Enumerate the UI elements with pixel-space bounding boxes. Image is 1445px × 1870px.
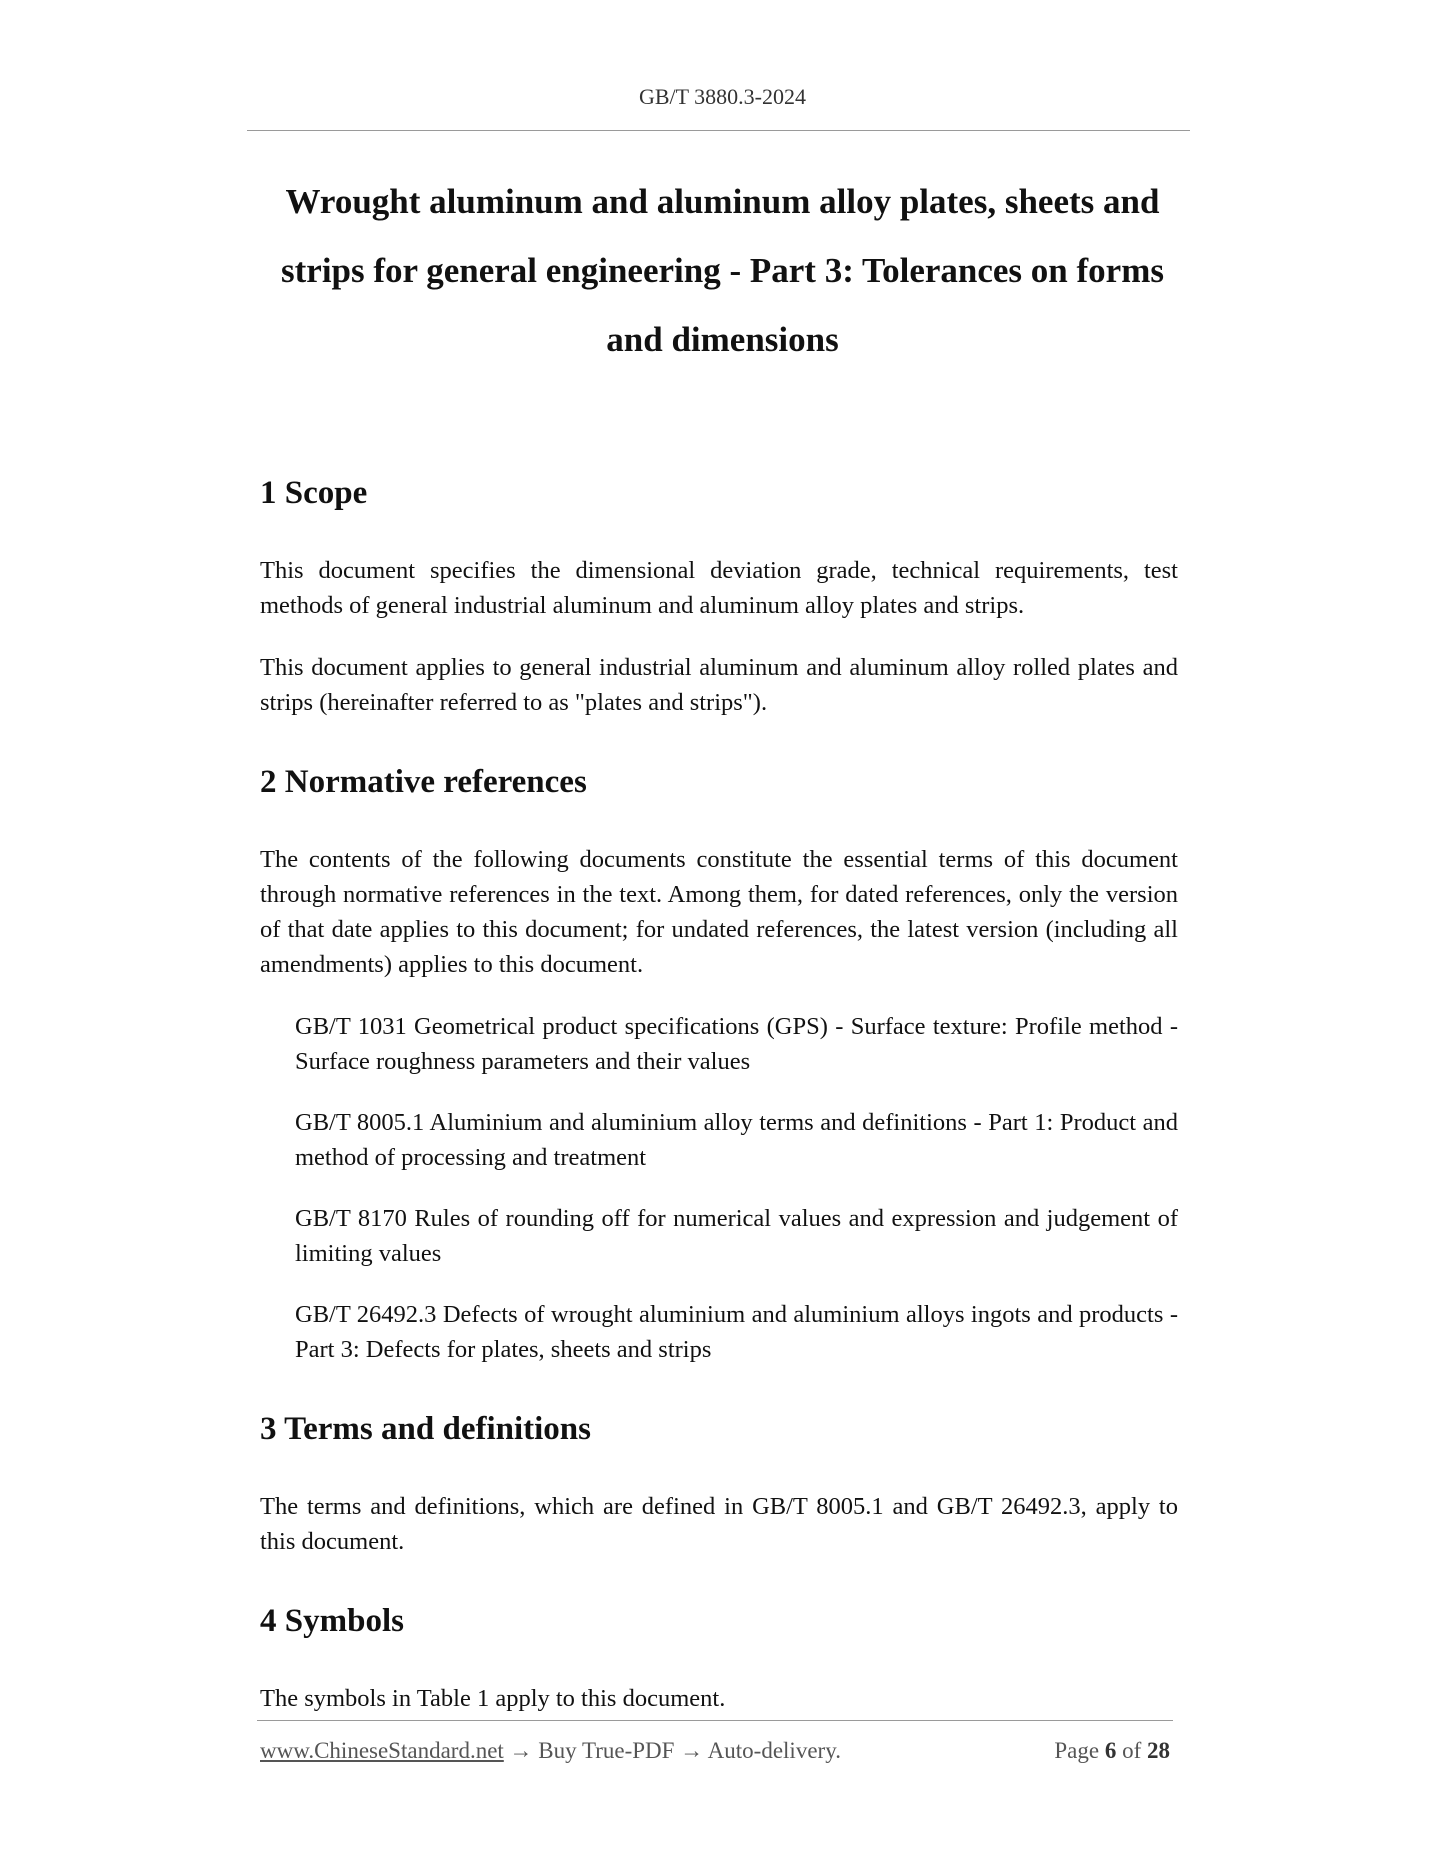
heading-terms-definitions: 3 Terms and definitions <box>260 1411 591 1447</box>
heading-normative-references: 2 Normative references <box>260 764 587 800</box>
heading-scope: 1 Scope <box>260 475 368 511</box>
website-link[interactable]: www.ChineseStandard.net <box>260 1738 504 1763</box>
footer-promo <box>260 1738 841 1764</box>
current-page-number: 6 <box>1104 1738 1117 1763</box>
total-page-count: 28 <box>1147 1738 1170 1763</box>
scope-paragraph-1: This document specifies the dimensional deviation grade, technical requirements, test methods of general industrial aluminum and aluminum alloy plates and strips. <box>260 557 1178 619</box>
terms-paragraph: The terms and definitions, which are defined in GB/T 8005.1 and GB/T 26492.3, apply to this document. <box>260 1493 1178 1555</box>
page-indicator <box>1054 1738 1170 1764</box>
scope-paragraph-2: This document applies to general industrial aluminum and aluminum alloy rolled plates and strips (hereinafter referred to as "plates and strips"). <box>260 654 1178 716</box>
normative-intro-paragraph: The contents of the following documents constitute the essential terms of this document through normative references in the text. Among them, for dated references, only the version of that date applies to this document; for undated references, the latest version (including all amendments) applies to this document. <box>260 846 1178 978</box>
header-divider <box>247 130 1190 131</box>
reference-item: GB/T 8170 Rules of rounding off for numerical values and expression and judgement of limiting values <box>295 1205 1178 1267</box>
arrow-right-icon: → <box>509 1738 533 1763</box>
header-standard-code: GB/T 3880.3-2024 <box>638 84 807 109</box>
arrow-right-icon: → <box>680 1738 704 1763</box>
title-line-1: Wrought aluminum and aluminum alloy plates, sheets and <box>285 182 1160 221</box>
page-of-label: of <box>1122 1738 1142 1763</box>
reference-item: GB/T 8005.1 Aluminium and aluminium alloy terms and definitions - Part 1: Product and method of processing and treatment <box>295 1109 1178 1171</box>
heading-symbols: 4 Symbols <box>260 1603 404 1639</box>
buy-true-pdf-text: Buy True-PDF <box>538 1738 675 1763</box>
reference-item: GB/T 26492.3 Defects of wrought aluminium and aluminium alloys ingots and products - Part 3: Defects for plates, sheets and strips <box>295 1301 1178 1363</box>
auto-delivery-text: Auto-delivery. <box>707 1738 841 1763</box>
page-footer <box>260 1738 1170 1770</box>
document-title <box>250 167 1195 374</box>
title-line-3: and dimensions <box>606 320 839 359</box>
page-label: Page <box>1054 1738 1100 1763</box>
symbols-paragraph: The symbols in Table 1 apply to this document. <box>260 1685 726 1712</box>
footer-divider <box>257 1720 1173 1721</box>
title-line-2: strips for general engineering - Part 3: Tolerances on forms <box>281 251 1164 290</box>
reference-item: GB/T 1031 Geometrical product specifications (GPS) - Surface texture: Profile method - Surface roughness parameters and their values <box>295 1013 1178 1075</box>
